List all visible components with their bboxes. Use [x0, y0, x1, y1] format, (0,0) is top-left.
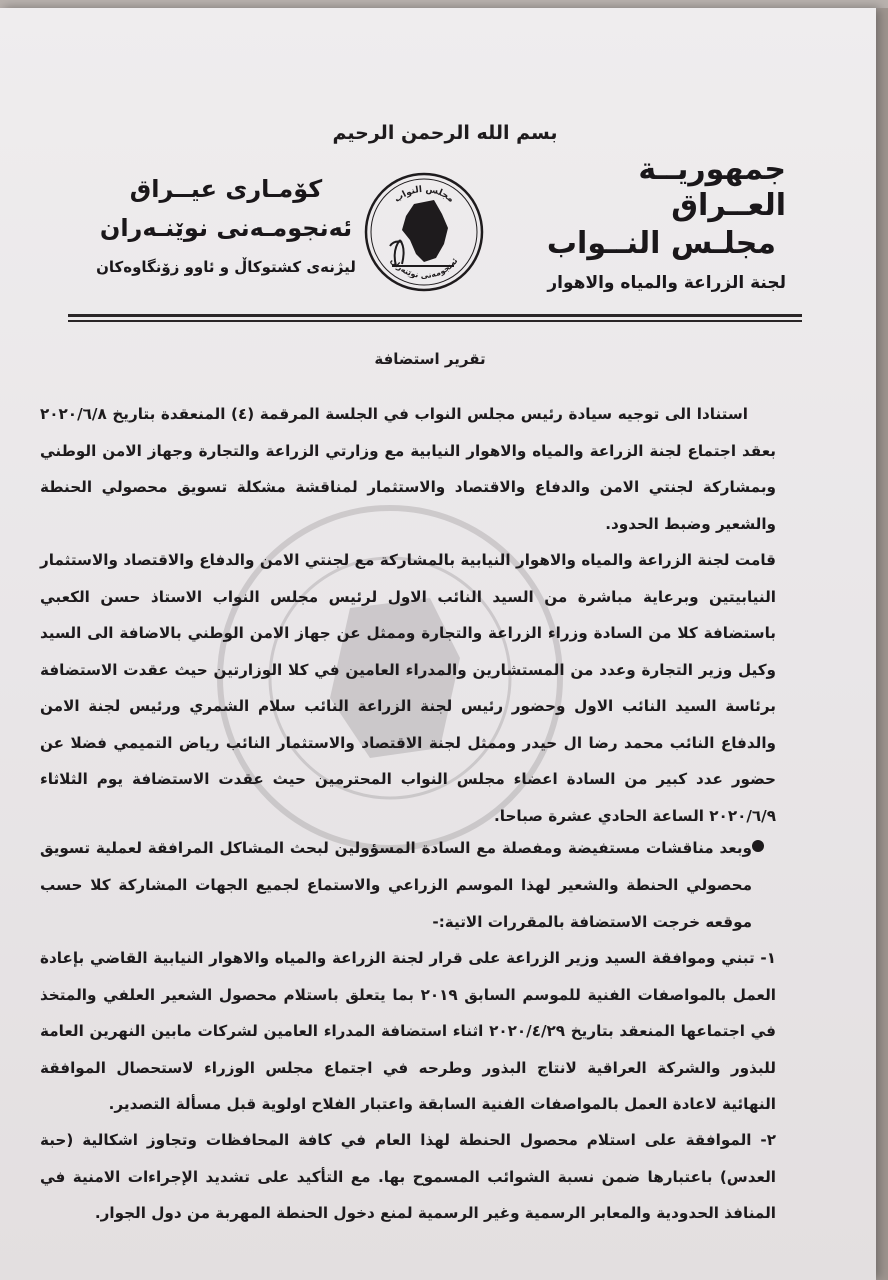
kurdish-header [96, 172, 356, 284]
bullet-icon [752, 840, 764, 852]
decision-item-1: ١- تبني وموافقة السيد وزير الزراعة على قرار لجنة الزراعة والمياه والاهوار النيابية القاضي بإعادة العمل بالمواصفات الفنية للموسم السابق ٢٠١٩ بما يتعلق باستلام محصول الشعير العلفي والمتخذ في اجتماعها المنعقد بتاريخ ٢٠٢٠/٤/٢٩ اثناء استضافة المدراء العامين لشركات مابين النهرين العامة للبذور والشركة العراقية لانتاج البذور وطرحه في اجتماع مجلس الوزراء لاستحصال الموافقة النهائية لاعادة العمل بالمواصفات الفنية السابقة واعتبار الفلاح اولوية قبل مسألة التصدير. [40, 949, 776, 1113]
parliament-name-arabic: مجلـس النــواب [546, 226, 776, 261]
top-paper-edge [0, 0, 888, 8]
svg-text:مجلس النواب [393, 185, 456, 205]
parliament-name-kurdish: ئەنجومـەنى نوێنـەران [99, 214, 353, 242]
country-name-kurdish: كۆمـارى عيــراق [129, 175, 323, 203]
report-title: تقرير استضافة [374, 350, 486, 368]
paragraph-hosting-details: قامت لجنة الزراعة والمياه والاهوار النيابية بالمشاركة مع لجنتي الامن والدفاع والاقتصاد والاستثمار النيابيتين وبرعاية مباشرة من السيد النائب الاول لرئيس مجلس النواب الاستاذ حسن الكعبي باستضافة كلا من السادة وزراء الزراعة والتجارة وممثل عن جهاز الامن الوطني بالاضافة الى السيد وكيل وزير التجارة وعدد من المستشارين والمدراء العامين في كلا الوزارتين حيث عقدت الاستضافة برئاسة السيد النائب الاول وحضور رئيس لجنة الزراعة النائب سلام الشمري ورئيس لجنة الامن والدفاع النائب محمد رضا ال حيدر وممثل لجنة الاقتصاد والاستثمار النائب رياض التميمي فضلا عن حضور عدد كبير من السادة اعضاء مجلس النواب المحترمين حيث عقدت الاستضافة يوم الثلاثاء ٢٠٢٠/٦/٩ الساعة الحادي عشرة صباحا. [40, 551, 776, 825]
header-divider-thick [68, 314, 802, 317]
paragraph-intro: استنادا الى توجيه سيادة رئيس مجلس النواب في الجلسة المرقمة (٤) المنعقدة بتاريخ ٢٠٢٠/٦/٨ بعقد اجتماع لجنة الزراعة والمياه والاهوار النيابية مع وزارتي الزراعة والتجارة وجهاز الامن الوطني وبمشاركة لجنتي الامن والدفاع والاقتصاد والاستثمار لمناقشة مشكلة تسويق محصولي الحنطة والشعير وضبط الحدود. [40, 405, 776, 533]
arabic-header [526, 152, 786, 298]
header-divider-thin [68, 320, 802, 322]
committee-name-arabic: لجنة الزراعة والمياه والاهوار [547, 273, 786, 293]
paragraph-discussion: وبعد مناقشات مستفيضة ومفصلة مع السادة المسؤولين لبحث المشاكل المرافقة لعملية تسويق محصولي الحنطة والشعير لهذا الموسم الزراعي والاستماع لجميع الجهات المشاركة كلا حسب موقعه خرجت الاستضافة بالمقررات الاتية:- [40, 839, 752, 931]
basmala: بسم الله الرحمن الرحيم [332, 122, 558, 144]
parliament-seal-icon [362, 170, 486, 294]
country-name-arabic: جمهوريــة العــراق [638, 152, 786, 223]
decision-item-2: ٢- الموافقة على استلام محصول الحنطة لهذا العام في كافة المحافظات وتجاوز اشكالية (حبة العدس) باعتبارها ضمن نسبة الشوائب المسموح بها. مع التأكيد على تشديد الإجراءات الامنية في المنافذ الحدودية والمعابر الرسمية وغير الرسمية لمنع دخول الحنطة المهربة من دول الجوار. [40, 1131, 776, 1222]
seal-bottom-text: ئەنجومەنى نوێنەران [388, 256, 460, 281]
committee-name-kurdish: ليژنەى كشتوكاڵ و ئاوو زۆنگاوەكان [96, 258, 356, 276]
seal-top-text: مجلس النواب [392, 184, 456, 205]
